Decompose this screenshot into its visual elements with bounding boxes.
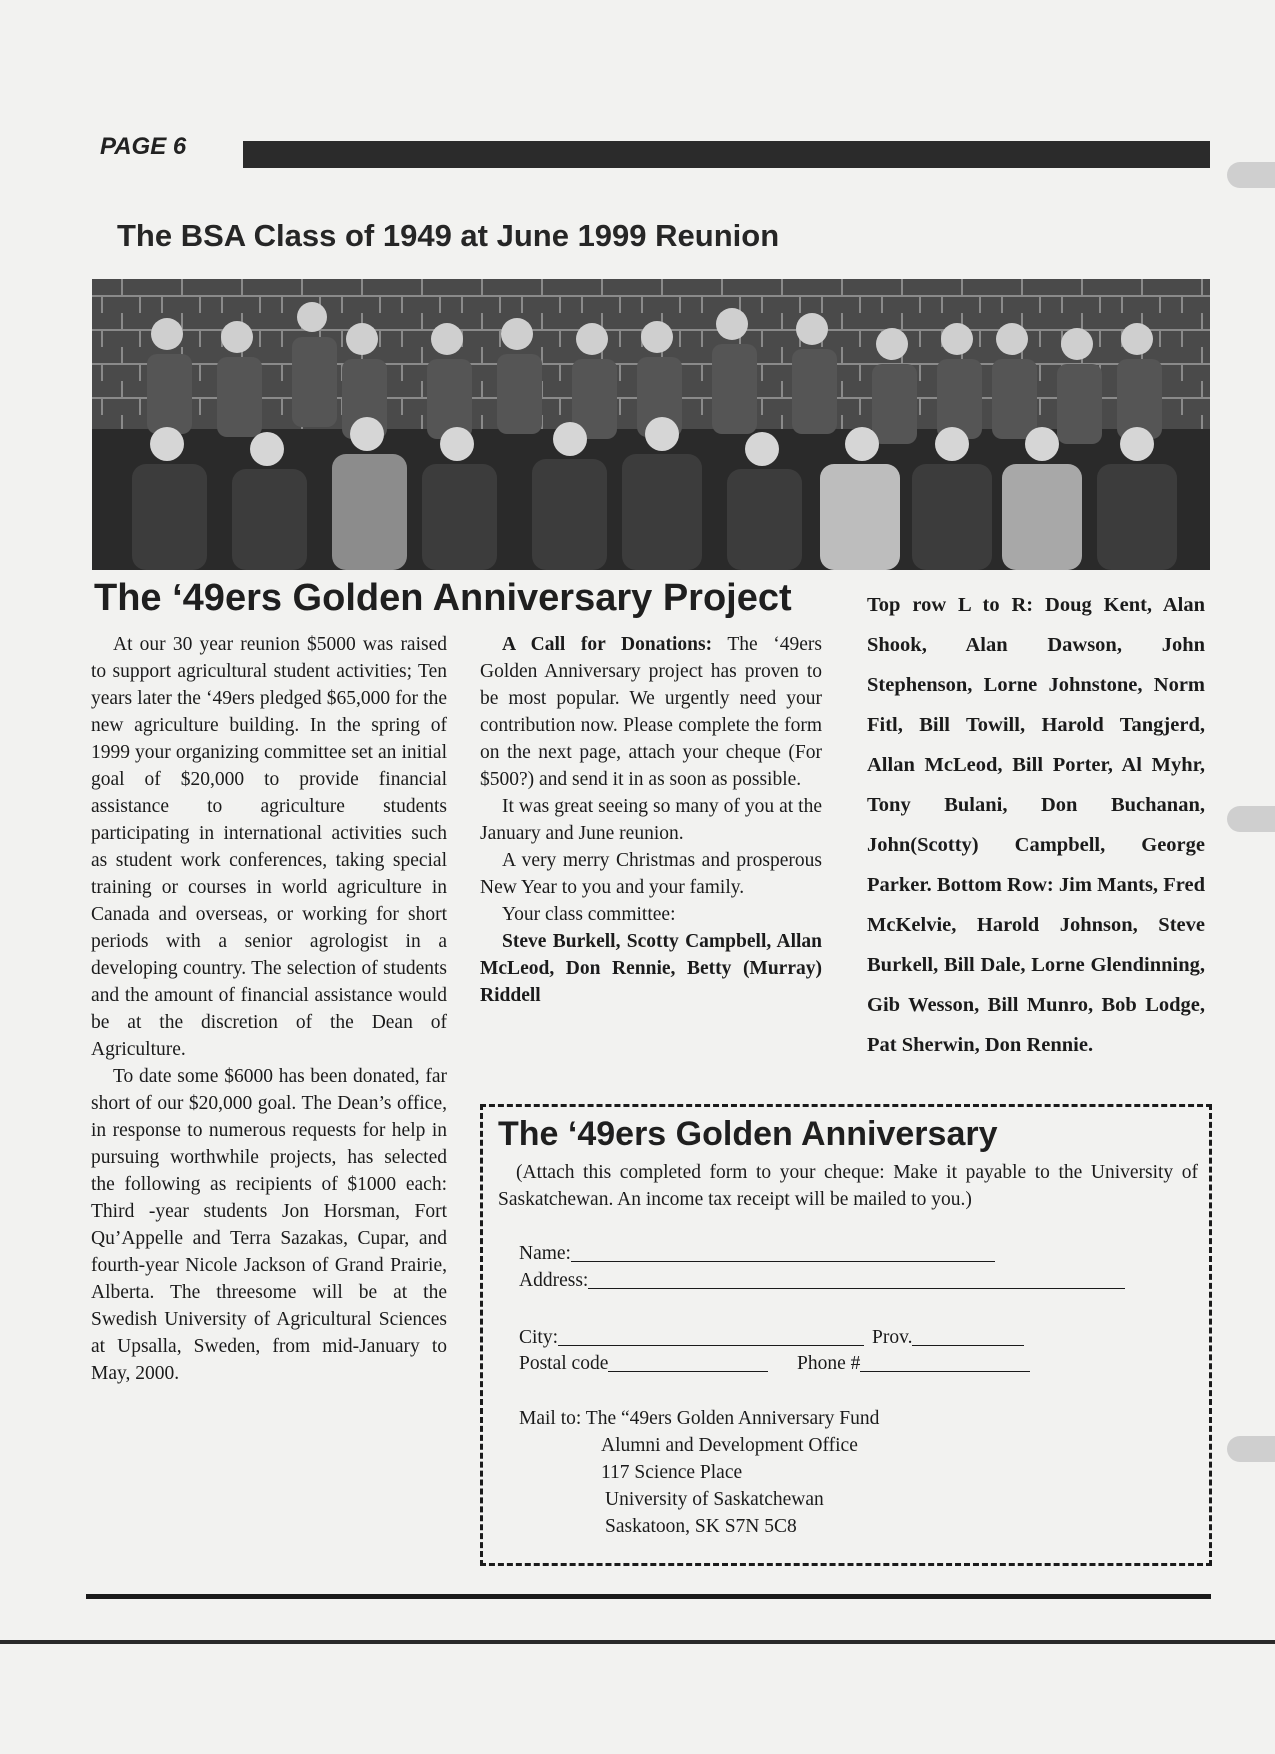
mailing-address [519, 1405, 879, 1540]
page-edge [0, 1640, 1275, 1644]
committee-names: Steve Burkell, Scotty Campbell, Allan McLeod, Don Rennie, Betty (Murray) Riddell [480, 931, 822, 1006]
donation-paragraph [480, 631, 822, 793]
mail-city-line: Saskatoon, SK S7N 5C8 [605, 1516, 797, 1537]
article-paragraph-1: At our 30 year reunion $5000 was raised to support agricultural student activities; Ten years later the ‘49ers pledged $65,000 for the new agriculture building. In the spring of 1999 your organizing committee set an initial goal of $20,000 to provide financial assistance to agriculture students participating in international activities such as student work conferences, taking special training or courses in world agriculture in Canada and overseas, or working for short periods with a senior agrologist in a developing country. The selection of students and the amount of financial assistance would be at the discretion of the Dean of Agriculture. [91, 634, 447, 1060]
mail-university-line: University of Saskatchewan [605, 1489, 824, 1510]
donation-form [480, 1104, 1212, 1566]
punch-hole-middle [1227, 806, 1275, 832]
city-input-line[interactable] [558, 1345, 864, 1346]
address-input-line[interactable] [588, 1288, 1125, 1289]
greeting-paragraph: A very merry Christmas and prosperous New Year to you and your family. [480, 850, 822, 898]
address-field [519, 1270, 1125, 1292]
postal-code-input-line[interactable] [608, 1371, 768, 1372]
group-photo [92, 279, 1210, 570]
donation-lead: A Call for Donations: [502, 634, 713, 655]
punch-hole-top [1227, 162, 1275, 188]
punch-hole-bottom [1227, 1436, 1275, 1462]
mail-office-line: Alumni and Development Office [601, 1435, 858, 1456]
mail-street-line: 117 Science Place [601, 1462, 743, 1483]
prov-label: Prov. [872, 1327, 913, 1348]
committee-label: Your class committee: [502, 904, 676, 925]
city-field [519, 1327, 864, 1349]
postal-code-field [519, 1353, 768, 1375]
name-field [519, 1243, 995, 1265]
article-column-1 [91, 631, 447, 1387]
photo-caption: Top row L to R: Doug Kent, Alan Shook, Alan Dawson, John Stephenson, Lorne Johnstone, Norm Fitl, Bill Towill, Harold Tangjerd, Allan McLeod, Bill Porter, Al Myhr, Tony Bulani, Don Buchanan, John(Scotty) Campbell, George Parker. Bottom Row: Jim Mants, Fred McKelvie, Harold Johnson, Steve Burkell, Bill Dale, Lorne Glendinning, Gib Wesson, Bill Munro, Bob Lodge, Pat Sherwin, Don Rennie. [867, 594, 1205, 1056]
article-paragraph-2: To date some $6000 has been donated, far short of our $20,000 goal. The Dean’s office, in response to numerous requests for help in pursuing worthwhile projects, has selected the following as recipients of $1000 each: Third -year students Jon Horsman, Fort Qu’Appelle and Terra Sazakas, Cupar, and fourth-year Nicole Jackson of Grand Prairie, Alberta. The threesome will be at the Swedish University of Agricultural Sciences at Upsalla, Sweden, from mid-January to May, 2000. [91, 1066, 447, 1384]
postal-code-label: Postal code [519, 1353, 609, 1374]
form-instructions: (Attach this completed form to your cheque: Make it payable to the University of Saskatchewan. An income tax receipt will be mailed to you.) [498, 1162, 1198, 1210]
section-title: The BSA Class of 1949 at June 1999 Reunion [117, 218, 780, 253]
name-input-line[interactable] [571, 1261, 995, 1262]
prov-field [872, 1327, 1024, 1349]
page-label: PAGE 6 [100, 133, 187, 160]
phone-input-line[interactable] [860, 1371, 1030, 1372]
city-label: City: [519, 1327, 559, 1348]
name-label: Name: [519, 1243, 571, 1264]
address-label: Address: [519, 1270, 589, 1291]
article-title: The ‘49ers Golden Anniversary Project [94, 577, 792, 619]
bottom-rule [86, 1594, 1211, 1599]
prov-input-line[interactable] [912, 1345, 1024, 1346]
phone-label: Phone # [797, 1353, 861, 1374]
article-column-2 [480, 631, 822, 1009]
mail-to-line: Mail to: The “49ers Golden Anniversary Fund [519, 1408, 880, 1429]
reunion-paragraph: It was great seeing so many of you at the January and June reunion. [480, 796, 822, 844]
donation-text: The ‘49ers Golden Anniversary project has proven to be most popular. We urgently need your contribution now. Please complete the form on the next page, attach your cheque (For $500?) and send it in as soon as possible. [480, 634, 822, 790]
form-title: The ‘49ers Golden Anniversary [498, 1115, 998, 1153]
header-bar [243, 141, 1210, 168]
phone-field [797, 1353, 1030, 1375]
